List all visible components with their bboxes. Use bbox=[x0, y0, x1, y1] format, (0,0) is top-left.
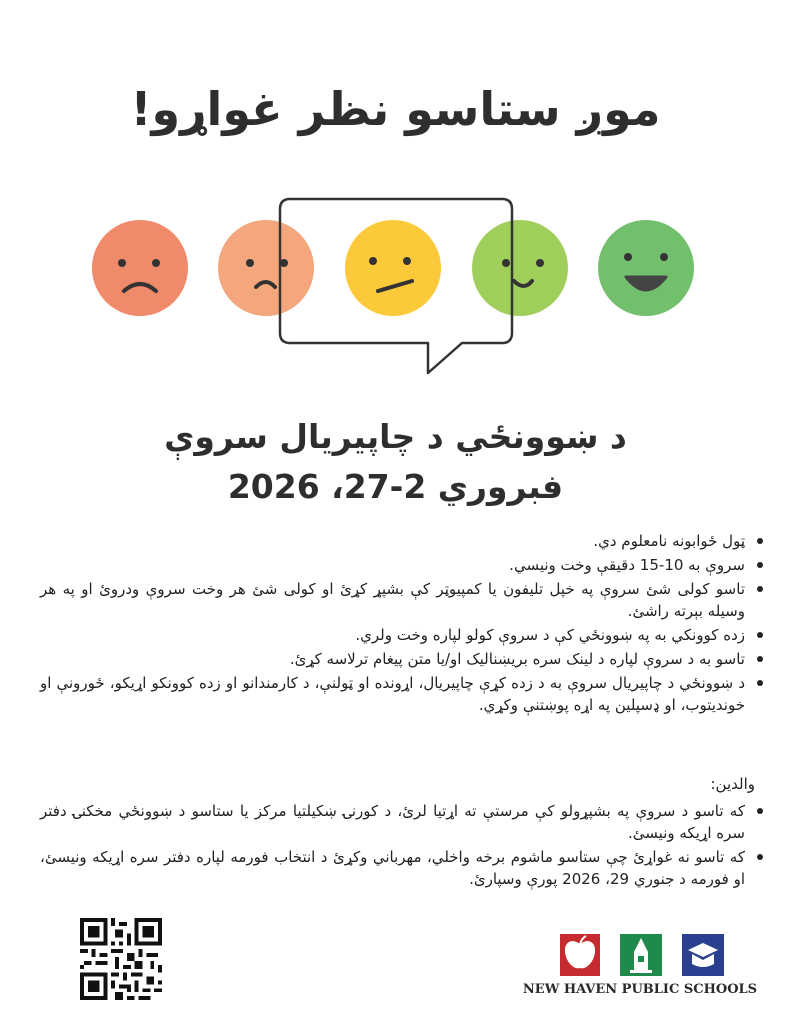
qr-code[interactable] bbox=[80, 918, 162, 1000]
list-item: که تاسو د سروې په بشپړولو کې مرستې ته اړتیا لرئ، د کورنۍ ښکیلتیا مرکز یا ستاسو د ښوونځي مخکنۍ دفتر سره اړیکه ونیسئ. bbox=[40, 802, 745, 842]
parents-heading: :والدین bbox=[710, 775, 755, 793]
survey-title bbox=[0, 412, 791, 512]
list-item: زده کوونکي به په ښوونځي کې د سروې کولو لپاره وخت ولري. bbox=[40, 624, 745, 646]
parents-list bbox=[40, 800, 767, 892]
church-tower-icon bbox=[620, 934, 662, 976]
list-item: که تاسو نه غواړئ چې ستاسو ماشوم برخه واخلي، مهرباني وکړئ د انتخاب فورمه لپاره دفتر سره اړیکه ونیسئ، او فورمه د جنوري 29، 2026 پورې وسپارئ. bbox=[40, 848, 745, 888]
unhappy-face-icon bbox=[218, 220, 314, 316]
happy-face-icon bbox=[472, 220, 568, 316]
list-item: د ښوونځي د چاپیریال سروې به د زده کړې چاپیریال، اړونده او ټولنې، د کارمندانو او زده کوونکو اړیکو، ځورونې او خوندیتوب، او ډسپلین په اړه پوښتنې وکړي. bbox=[40, 674, 745, 714]
list-item: سروې به 10-15 دقیقې وخت ونیسي. bbox=[40, 554, 745, 576]
list-item: تاسو کولی شئ سروې په خپل تلیفون یا کمپیوټر کې بشپړ کړئ او کولی شئ هر وخت سروې ودروئ او په هر وسیله بېرته راشئ. bbox=[40, 580, 745, 620]
survey-name: د ښوونځي د چاپیریال سروې bbox=[164, 417, 627, 456]
very-happy-face-icon bbox=[598, 220, 694, 316]
very-unhappy-face-icon bbox=[92, 220, 188, 316]
apple-icon bbox=[560, 934, 600, 976]
logo-text: NEW HAVEN PUBLIC SCHOOLS bbox=[522, 982, 758, 997]
graduation-cap-icon bbox=[682, 934, 724, 976]
page-title: موږ ستاسو نظر غواړو! bbox=[130, 82, 661, 136]
list-item: ټول ځوابونه نامعلوم دي. bbox=[40, 530, 745, 552]
info-list bbox=[40, 530, 767, 718]
neutral-face-icon bbox=[345, 220, 441, 316]
list-item: تاسو به د سروې لپاره د لینک سره بریښنالیک او/یا متن پیغام ترلاسه کړئ. bbox=[40, 648, 745, 670]
survey-dates: فبروري 2-27، 2026 bbox=[227, 467, 564, 506]
rating-faces bbox=[0, 195, 791, 385]
